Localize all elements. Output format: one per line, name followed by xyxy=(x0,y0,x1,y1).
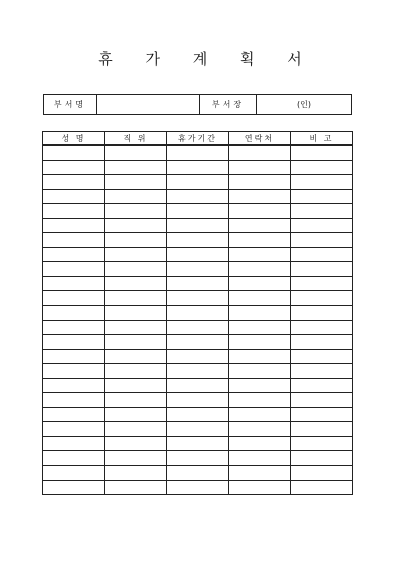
name-cell[interactable] xyxy=(43,276,105,291)
position-cell[interactable] xyxy=(105,466,167,481)
table-row xyxy=(43,407,353,422)
document-title: 휴 가 계 획 서 xyxy=(98,50,316,68)
name-cell[interactable] xyxy=(43,422,105,437)
contact-cell[interactable] xyxy=(229,451,291,466)
vacation-plan-table xyxy=(42,131,353,495)
contact-cell[interactable] xyxy=(229,378,291,393)
dept-head-seal-field[interactable]: (인) xyxy=(257,95,352,115)
remarks-cell[interactable] xyxy=(291,364,353,379)
position-cell[interactable] xyxy=(105,480,167,495)
name-cell[interactable] xyxy=(43,204,105,219)
name-cell[interactable] xyxy=(43,393,105,408)
table-row xyxy=(43,451,353,466)
contact-cell[interactable] xyxy=(229,247,291,262)
remarks-cell[interactable] xyxy=(291,233,353,248)
table-row xyxy=(43,480,353,495)
name-cell[interactable] xyxy=(43,145,105,160)
name-cell[interactable] xyxy=(43,218,105,233)
vacation-period-cell[interactable] xyxy=(167,466,229,481)
vacation-period-cell[interactable] xyxy=(167,407,229,422)
vacation-period-cell[interactable] xyxy=(167,189,229,204)
position-cell[interactable] xyxy=(105,349,167,364)
contact-cell[interactable] xyxy=(229,480,291,495)
name-cell[interactable] xyxy=(43,364,105,379)
position-cell[interactable] xyxy=(105,320,167,335)
table-row xyxy=(43,175,353,190)
vacation-period-cell[interactable] xyxy=(167,145,229,160)
name-cell[interactable] xyxy=(43,466,105,481)
contact-cell[interactable] xyxy=(229,262,291,277)
table-row xyxy=(43,204,353,219)
dept-head-label: 부서장 xyxy=(200,95,257,115)
remarks-cell[interactable] xyxy=(291,320,353,335)
name-cell[interactable] xyxy=(43,349,105,364)
position-cell[interactable] xyxy=(105,436,167,451)
header-position: 직 위 xyxy=(105,132,167,146)
position-cell[interactable] xyxy=(105,276,167,291)
remarks-cell[interactable] xyxy=(291,335,353,350)
vacation-period-cell[interactable] xyxy=(167,306,229,321)
department-info-row xyxy=(44,95,352,115)
remarks-cell[interactable] xyxy=(291,306,353,321)
vacation-period-cell[interactable] xyxy=(167,175,229,190)
vacation-period-cell[interactable] xyxy=(167,247,229,262)
contact-cell[interactable] xyxy=(229,175,291,190)
name-cell[interactable] xyxy=(43,160,105,175)
name-cell[interactable] xyxy=(43,189,105,204)
contact-cell[interactable] xyxy=(229,204,291,219)
remarks-cell[interactable] xyxy=(291,189,353,204)
table-row xyxy=(43,160,353,175)
table-row xyxy=(43,466,353,481)
remarks-cell[interactable] xyxy=(291,349,353,364)
position-cell[interactable] xyxy=(105,247,167,262)
position-cell[interactable] xyxy=(105,306,167,321)
vacation-period-cell[interactable] xyxy=(167,262,229,277)
position-cell[interactable] xyxy=(105,218,167,233)
name-cell[interactable] xyxy=(43,291,105,306)
header-vacation-period: 휴가기간 xyxy=(167,132,229,146)
remarks-cell[interactable] xyxy=(291,436,353,451)
vacation-period-cell[interactable] xyxy=(167,436,229,451)
position-cell[interactable] xyxy=(105,378,167,393)
dept-name-field[interactable] xyxy=(97,95,200,115)
table-row xyxy=(43,189,353,204)
remarks-cell[interactable] xyxy=(291,204,353,219)
position-cell[interactable] xyxy=(105,160,167,175)
department-info-table xyxy=(43,94,352,115)
remarks-cell[interactable] xyxy=(291,480,353,495)
table-row xyxy=(43,364,353,379)
table-row xyxy=(43,291,353,306)
contact-cell[interactable] xyxy=(229,189,291,204)
position-cell[interactable] xyxy=(105,422,167,437)
remarks-cell[interactable] xyxy=(291,218,353,233)
position-cell[interactable] xyxy=(105,364,167,379)
vacation-period-cell[interactable] xyxy=(167,364,229,379)
name-cell[interactable] xyxy=(43,247,105,262)
contact-cell[interactable] xyxy=(229,276,291,291)
remarks-cell[interactable] xyxy=(291,175,353,190)
contact-cell[interactable] xyxy=(229,233,291,248)
table-row xyxy=(43,262,353,277)
dept-name-label: 부서명 xyxy=(44,95,97,115)
vacation-period-cell[interactable] xyxy=(167,451,229,466)
contact-cell[interactable] xyxy=(229,218,291,233)
table-row xyxy=(43,422,353,437)
table-row xyxy=(43,145,353,160)
contact-cell[interactable] xyxy=(229,349,291,364)
vacation-period-cell[interactable] xyxy=(167,204,229,219)
contact-cell[interactable] xyxy=(229,335,291,350)
vacation-period-cell[interactable] xyxy=(167,276,229,291)
name-cell[interactable] xyxy=(43,480,105,495)
contact-cell[interactable] xyxy=(229,320,291,335)
name-cell[interactable] xyxy=(43,175,105,190)
table-row xyxy=(43,393,353,408)
table-row xyxy=(43,436,353,451)
vacation-period-cell[interactable] xyxy=(167,349,229,364)
name-cell[interactable] xyxy=(43,451,105,466)
name-cell[interactable] xyxy=(43,335,105,350)
name-cell[interactable] xyxy=(43,436,105,451)
table-row xyxy=(43,218,353,233)
vacation-period-cell[interactable] xyxy=(167,480,229,495)
table-row xyxy=(43,378,353,393)
remarks-cell[interactable] xyxy=(291,145,353,160)
contact-cell[interactable] xyxy=(229,145,291,160)
remarks-cell[interactable] xyxy=(291,247,353,262)
vacation-period-cell[interactable] xyxy=(167,378,229,393)
table-row xyxy=(43,247,353,262)
name-cell[interactable] xyxy=(43,306,105,321)
name-cell[interactable] xyxy=(43,320,105,335)
remarks-cell[interactable] xyxy=(291,407,353,422)
contact-cell[interactable] xyxy=(229,160,291,175)
contact-cell[interactable] xyxy=(229,306,291,321)
header-contact: 연락처 xyxy=(229,132,291,146)
position-cell[interactable] xyxy=(105,204,167,219)
remarks-cell[interactable] xyxy=(291,378,353,393)
header-name: 성 명 xyxy=(43,132,105,146)
remarks-cell[interactable] xyxy=(291,451,353,466)
name-cell[interactable] xyxy=(43,262,105,277)
vacation-table-body xyxy=(43,145,353,495)
position-cell[interactable] xyxy=(105,407,167,422)
table-row xyxy=(43,335,353,350)
position-cell[interactable] xyxy=(105,291,167,306)
vacation-period-cell[interactable] xyxy=(167,335,229,350)
position-cell[interactable] xyxy=(105,451,167,466)
vacation-period-cell[interactable] xyxy=(167,291,229,306)
remarks-cell[interactable] xyxy=(291,291,353,306)
vacation-period-cell[interactable] xyxy=(167,160,229,175)
table-header-row xyxy=(43,132,353,146)
remarks-cell[interactable] xyxy=(291,276,353,291)
table-row xyxy=(43,320,353,335)
vacation-period-cell[interactable] xyxy=(167,320,229,335)
table-row xyxy=(43,306,353,321)
position-cell[interactable] xyxy=(105,335,167,350)
table-row xyxy=(43,233,353,248)
vacation-period-cell[interactable] xyxy=(167,218,229,233)
remarks-cell[interactable] xyxy=(291,422,353,437)
contact-cell[interactable] xyxy=(229,364,291,379)
contact-cell[interactable] xyxy=(229,422,291,437)
table-row xyxy=(43,276,353,291)
position-cell[interactable] xyxy=(105,145,167,160)
vacation-period-cell[interactable] xyxy=(167,422,229,437)
name-cell[interactable] xyxy=(43,233,105,248)
contact-cell[interactable] xyxy=(229,393,291,408)
remarks-cell[interactable] xyxy=(291,262,353,277)
position-cell[interactable] xyxy=(105,189,167,204)
position-cell[interactable] xyxy=(105,175,167,190)
position-cell[interactable] xyxy=(105,393,167,408)
header-remarks: 비 고 xyxy=(291,132,353,146)
remarks-cell[interactable] xyxy=(291,393,353,408)
vacation-period-cell[interactable] xyxy=(167,233,229,248)
contact-cell[interactable] xyxy=(229,436,291,451)
remarks-cell[interactable] xyxy=(291,466,353,481)
contact-cell[interactable] xyxy=(229,291,291,306)
position-cell[interactable] xyxy=(105,262,167,277)
remarks-cell[interactable] xyxy=(291,160,353,175)
contact-cell[interactable] xyxy=(229,407,291,422)
position-cell[interactable] xyxy=(105,233,167,248)
table-row xyxy=(43,349,353,364)
contact-cell[interactable] xyxy=(229,466,291,481)
vacation-period-cell[interactable] xyxy=(167,393,229,408)
name-cell[interactable] xyxy=(43,407,105,422)
name-cell[interactable] xyxy=(43,378,105,393)
